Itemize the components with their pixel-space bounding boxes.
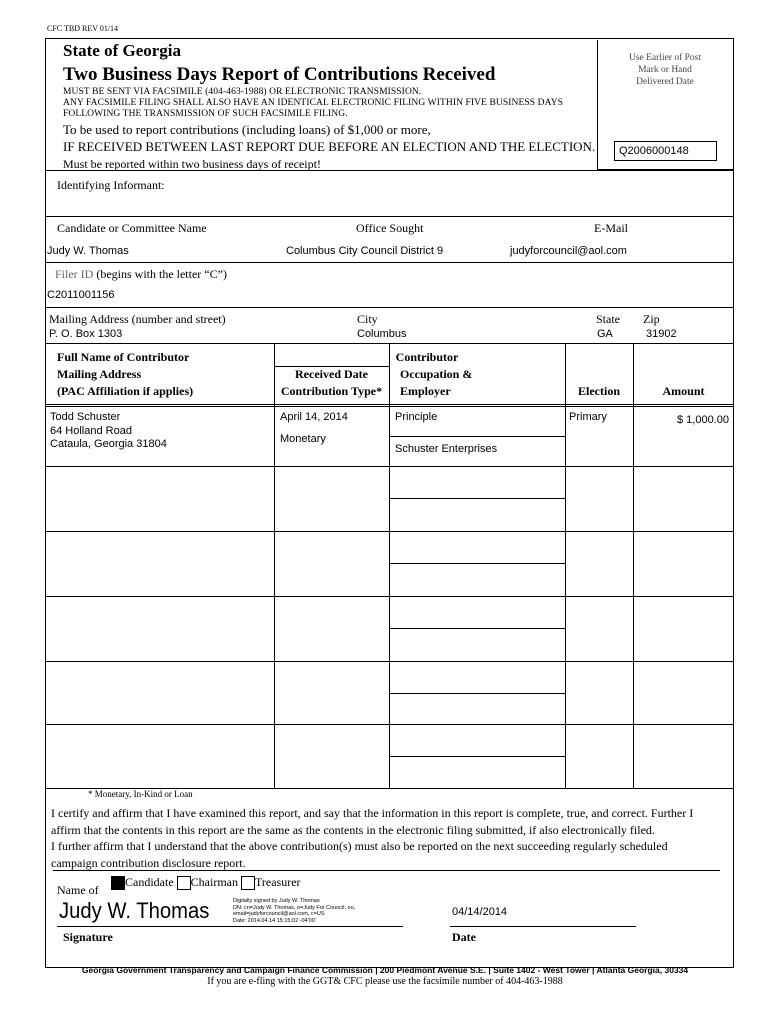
employer-field[interactable]: Schuster Enterprises [395,443,498,455]
contributor-name-address[interactable]: Todd Schuster 64 Holland Road Cataula, Georgia 31804 [50,411,167,450]
col-contributor-header: Full Name of Contributor Mailing Address (PAC Affiliation if applies) [57,350,194,398]
postmark-note: Use Earlier of Post Mark or Hand Delivered Date [628,53,702,87]
occupation-split [389,693,565,694]
filer-id-field[interactable]: C2011001156 [47,289,115,301]
table-row-rule [45,596,734,597]
commission-address: Georgia Government Transparency and Campaign Finance Commission | 200 Piedmont Avenue S.E. | Suite 1402 - West Tower | Atlanta Georgia, 30334 [81,965,689,975]
chairman-checkbox[interactable] [177,876,191,890]
form-title: Two Business Days Report of Contributions Received [63,64,496,85]
contribution-type-footnote: * Monetary, In-Kind or Loan [88,789,193,799]
divider [53,870,720,871]
table-row-rule [45,724,734,725]
col-occupation-header: Occupation & Employer [400,367,473,398]
occupation-split [389,436,565,437]
table-col-divider [274,343,275,788]
election-period-text: IF RECEIVED BETWEEN LAST REPORT DUE BEFORE AN ELECTION AND THE ELECTION. [63,139,596,154]
name-of-label: Name of [57,883,99,897]
table-col-divider [389,343,390,788]
divider [45,170,734,171]
col-occupation-header-top: Contributor [395,350,459,364]
table-col-divider [633,343,634,788]
amount-field[interactable]: $ 1,000.00 [677,414,729,426]
signature-line [57,926,403,927]
chairman-option-label: Chairman [190,875,238,889]
contribution-type-field[interactable]: Monetary [280,433,326,445]
state-title: State of Georgia [63,41,182,60]
state-field[interactable]: GA [597,328,613,340]
office-sought-field[interactable]: Columbus City Council District 9 [286,245,444,257]
certification-text: I certify and affirm that I have examined this report, and say that the information in this report is complete, true, and correct. Further I affirm that the contents in this report are the same as the contents in the electronic filing submitted, if also electronically filed. I further affirm that I understand that the above contribution(s) must also be reported on the next succeeding regularly scheduled campaign contribution disclosure report. [51,806,694,870]
col-received-header: Received Date Contribution Type* [280,367,383,398]
occupation-split [389,756,565,757]
table-col-divider [565,343,566,788]
table-header-rule [45,406,734,407]
office-sought-label: Office Sought [356,221,424,235]
date-label: Date [452,930,476,944]
signature-label: Signature [63,930,113,944]
fax-instruction-2: ANY FACSIMILE FILING SHALL ALSO HAVE AN IDENTICAL ELECTRONIC FILING WITHIN FIVE BUSINESS DAYS [63,98,564,108]
table-row-rule [45,466,734,467]
col-election-header: Election [578,384,620,398]
zip-label: Zip [643,312,660,326]
purpose-text: To be used to report contributions (including loans) of $1,000 or more, [63,122,431,137]
table-row-rule [45,661,734,662]
divider [45,216,734,217]
candidate-checkbox[interactable] [111,876,125,890]
occupation-field[interactable]: Principle [395,411,438,423]
efile-note: If you are e-fling with the GGT& CFC please use the facsimile number of 404-463-1988 [207,976,563,987]
treasurer-checkbox[interactable] [241,876,255,890]
treasurer-option-label: Treasurer [254,875,301,889]
occupation-split [389,498,565,499]
mailing-address-label: Mailing Address (number and street) [49,312,226,326]
col-amount-header: Amount [662,384,705,398]
election-field[interactable]: Primary [569,411,607,423]
table-row-rule [45,531,734,532]
signature-name: Judy W. Thomas [59,898,210,923]
candidate-option-label: Candidate [125,875,174,889]
signer-role-options [111,875,301,890]
received-date-field[interactable]: April 14, 2014 [280,411,348,423]
informant-label: Identifying Informant: [57,178,165,192]
email-label: E-Mail [594,221,628,235]
divider [45,307,734,308]
state-label: State [596,312,620,326]
digital-signature-details: Digitally signed by Judy W. Thomas DN: cn=Judy W. Thomas, o=Judy For Council, ou, email=judyforcouncil@aol.com, c=US Date: 2014.04.14 15:15:02 -04'00' [233,898,356,924]
deadline-text: Must be reported within two business days of receipt! [63,157,321,171]
report-id-field[interactable]: Q2006000148 [614,141,717,161]
occupation-split [389,628,565,629]
table-header-rule [45,404,734,405]
date-line [450,926,636,927]
occupation-split [389,563,565,564]
signature-date-field[interactable]: 04/14/2014 [452,906,508,918]
city-field[interactable]: Columbus [357,328,407,340]
email-field[interactable]: judyforcouncil@aol.com [510,245,627,257]
form-revision: CFC TBD REV 01/14 [47,24,119,33]
fax-instruction-1: MUST BE SENT VIA FACSIMILE (404-463-1988) OR ELECTRONIC TRANSMISSION. [63,87,422,97]
mailing-address-field[interactable]: P. O. Box 1303 [49,328,123,340]
candidate-name-label: Candidate or Committee Name [57,221,207,235]
filer-id-label: Filer ID (begins with the letter “C”) [55,267,227,281]
candidate-name-field[interactable]: Judy W. Thomas [47,245,129,257]
zip-field[interactable]: 31902 [646,328,677,340]
fax-instruction-3: FOLLOWING THE TRANSMISSION OF SUCH FACSIMILE FILING. [63,109,348,119]
divider [45,262,734,263]
city-label: City [357,312,378,326]
